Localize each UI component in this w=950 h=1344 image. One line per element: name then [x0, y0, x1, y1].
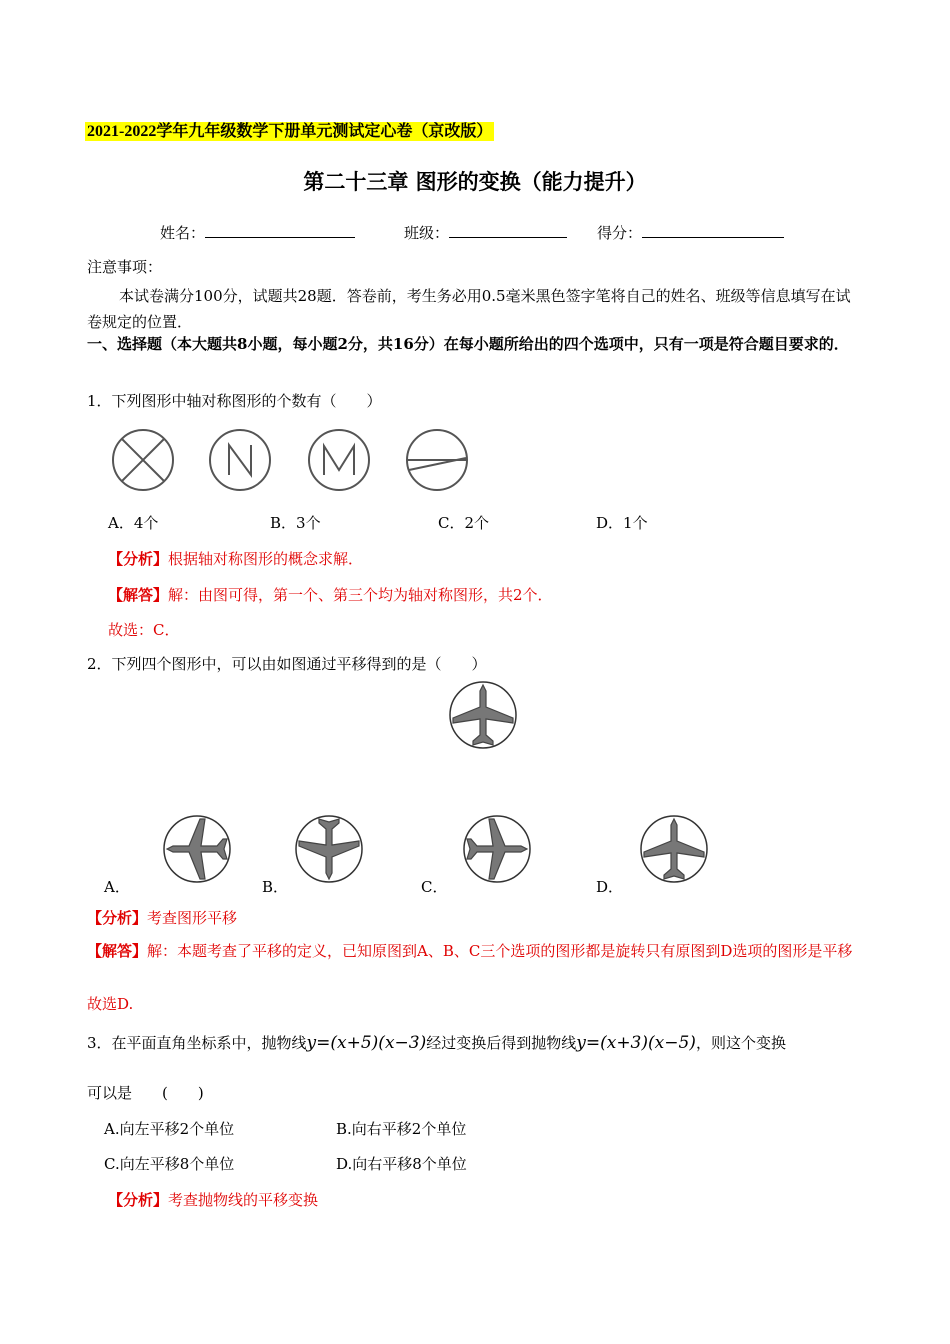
plane-option-c-figure [464, 816, 530, 882]
q2-choice: 故选D. [87, 995, 134, 1013]
q1-option-a[interactable]: A．4个 [108, 514, 159, 532]
score-field[interactable]: 得分： [597, 222, 784, 243]
q1-stem: 1．下列图形中轴对称图形的个数有（ ） [87, 392, 382, 410]
q1-analysis: 【分析】根据轴对称图形的概念求解． [108, 550, 364, 568]
q3-stem-cont: 可以是 ( ) [87, 1084, 204, 1102]
notice-heading: 注意事项： [87, 258, 163, 276]
q3-stem: 3．在平面直角坐标系中，抛物线y=(x+5)(x−3)经过变换后得到抛物线y=(x+3)(x−5)，则这个变换 [87, 1033, 786, 1053]
plane-option-a-figure [164, 816, 230, 882]
q3-option-b[interactable]: B.向右平移2个单位 [336, 1120, 467, 1138]
class-field[interactable]: 班级： [404, 222, 567, 243]
q3-analysis: 【分析】考查抛物线的平移变换 [108, 1191, 319, 1209]
q2-option-a[interactable]: A． [104, 878, 130, 896]
name-field[interactable]: 姓名： [160, 222, 355, 243]
section-heading: 一、选择题（本大题共8小题，每小题2分，共16分）在每小题所给出的四个选项中，只有一项是符合题目要求的． [87, 335, 849, 353]
original-plane-figure [450, 682, 516, 748]
formula-1: y=(x+5)(x−3) [306, 1033, 427, 1053]
formula-2: y=(x+3)(x−5) [576, 1033, 696, 1053]
q2-stem: 2．下列四个图形中，可以由如图通过平移得到的是（ ） [87, 655, 487, 673]
page-title: 第二十三章 图形的变换（能力提升） [303, 169, 647, 194]
q2-option-d[interactable]: D． [596, 878, 624, 896]
q2-answer: 【解答】解：本题考查了平移的定义，已知原图到A、B、C三个选项的图形都是旋转只有原图到D选项的图形是平移 [87, 942, 853, 960]
q3-option-a[interactable]: A.向左平移2个单位 [104, 1120, 235, 1138]
q3-option-d[interactable]: D.向右平移8个单位 [336, 1155, 467, 1173]
q2-analysis: 【分析】考查图形平移 [87, 909, 238, 927]
q1-option-d[interactable]: D．1个 [596, 514, 648, 532]
q1-option-c[interactable]: C．2个 [438, 514, 490, 532]
q2-option-b[interactable]: B． [262, 878, 289, 896]
q2-option-c[interactable]: C． [421, 878, 448, 896]
plane-option-d-figure [641, 816, 707, 882]
notice-body: 本试卷满分100分，试题共28题．答卷前，考生务必用0.5毫米黑色签字笔将自己的姓名、班级等信息填写在试卷规定的位置． [87, 287, 851, 331]
q3-option-c[interactable]: C.向左平移8个单位 [104, 1155, 235, 1173]
plane-option-b-figure [296, 816, 362, 882]
q1-answer: 【解答】解：由图可得，第一个、第三个均为轴对称图形，共2个． [108, 586, 553, 604]
q1-choice: 故选：C． [108, 621, 180, 639]
series-title: 2021-2022学年九年级数学下册单元测试定心卷（京改版） [87, 123, 493, 140]
q1-option-b[interactable]: B．3个 [270, 514, 321, 532]
